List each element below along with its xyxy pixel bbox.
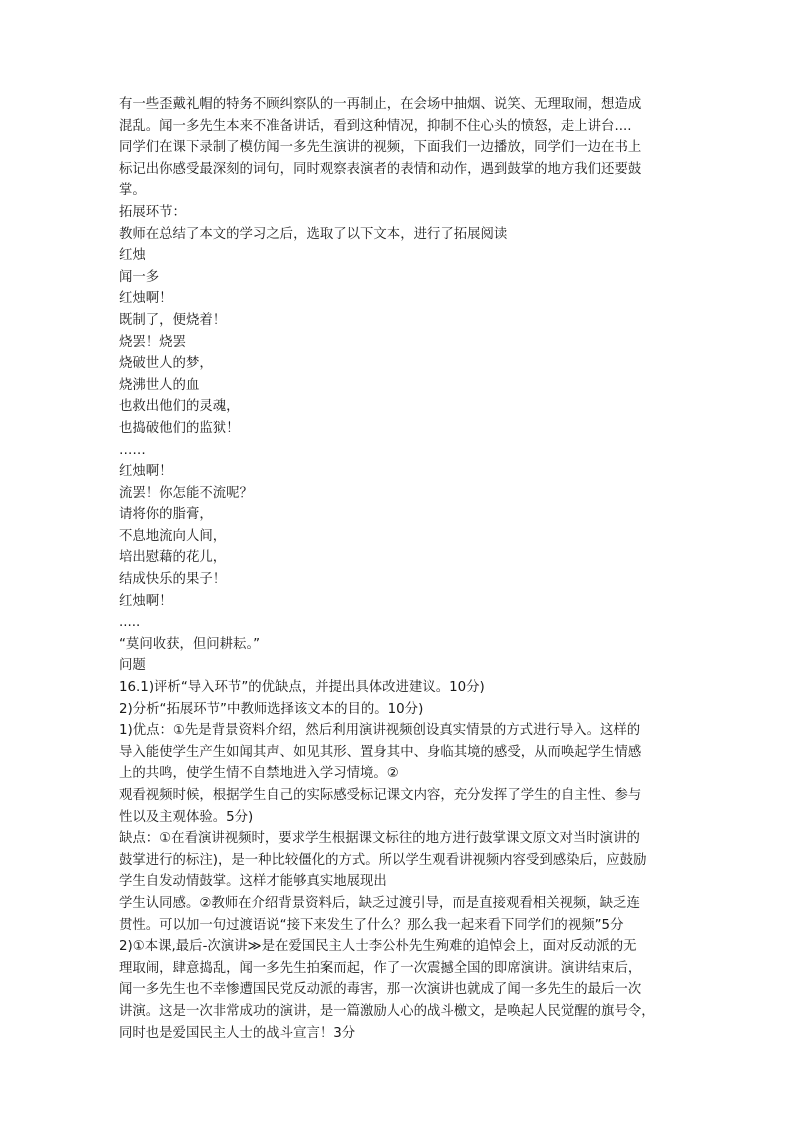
poem-line: 不息地流向人间， bbox=[119, 528, 227, 544]
answer-line: 学生认同感。②教师在介绍背景资料后，缺乏过渡引导，而是直接观看相关视频，缺乏连 bbox=[119, 895, 640, 911]
answer-line: 学生自发动情鼓掌。这样才能够真实地展现出 bbox=[119, 874, 387, 890]
answer-line: 性以及主观体验。5分) bbox=[119, 809, 254, 825]
section-heading: 拓展环节： bbox=[119, 204, 186, 220]
text-line: 掌。 bbox=[119, 183, 146, 199]
answer-line: 观看视频时候，根据学生自己的实际感受标记课文内容，充分发挥了学生的自主性、参与 bbox=[119, 788, 642, 803]
question-line: 2)分析“拓展环节”中教师选择该文本的目的。10分) bbox=[119, 701, 424, 717]
answer-line: 讲演。这是一次非常成功的演讲，是一篇激励人心的战斗檄文，是唤起人民觉醒的旗号令， bbox=[119, 1003, 655, 1019]
answer-line: 贯性。可以加一句过渡语说“接下来发生了什么？那么我一起来看下同学们的视频”5分 bbox=[119, 917, 624, 933]
poem-ellipsis: …… bbox=[119, 442, 146, 458]
poem-line: 烧沸世人的血 bbox=[119, 377, 200, 393]
answer-line: 鼓掌进行的标注)，是一种比较僵化的方式。所以学生观看讲视频内容受到感染后，应鼓励 bbox=[119, 852, 647, 868]
answer-line: 2)①本课,最后-次演讲≫是在爱国民主人士李公朴先生殉难的追悼会上，面对反动派的无 bbox=[119, 939, 637, 955]
poem-line: 流罢！你怎能不流呢？ bbox=[119, 485, 253, 501]
poem-line: 红烛啊！ bbox=[119, 464, 173, 480]
answer-line: 缺点：①在看演讲视频时，要求学生根据课文标往的地方进行鼓掌课文原文对当时演讲的 bbox=[119, 831, 640, 847]
poem-line: 请将你的脂膏， bbox=[119, 507, 213, 523]
poem-author: 闻一多 bbox=[119, 269, 160, 285]
section-heading: 问题 bbox=[119, 658, 146, 674]
poem-line: 红烛啊！ bbox=[119, 593, 173, 609]
quote-line: “莫问收获，但问耕耘。” bbox=[119, 636, 261, 652]
poem-line: 红烛啊！ bbox=[119, 291, 173, 307]
document-body bbox=[119, 94, 679, 1044]
poem-line: 既制了，便烧着！ bbox=[119, 312, 227, 328]
text-line: 标记出你感受最深刻的词句，同时观察表演者的表情和动作，遇到鼓掌的地方我们还要鼓 bbox=[119, 161, 642, 177]
answer-line: 上的共鸣，使学生情不自禁地进入学习情境。② bbox=[119, 766, 399, 782]
text-line: 混乱。闻一多先生本来不准备讲话，看到这种情况，抑制不住心头的愤怒，走上讲台.... bbox=[119, 118, 632, 134]
text-line: 教师在总结了本文的学习之后，选取了以下文本，进行了拓展阅读 bbox=[119, 226, 508, 242]
poem-ellipsis: ..... bbox=[119, 615, 141, 631]
answer-line: 同时也是爱国民主人士的战斗宣言！3分 bbox=[119, 1025, 356, 1041]
poem-title: 红烛 bbox=[119, 248, 146, 264]
poem-line: 也救出他们的灵魂， bbox=[119, 399, 240, 415]
answer-line: 闻一多先生也不幸惨遭国民党反动派的毒害，那一次演讲也就成了闻一多先生的最后一次 bbox=[119, 982, 642, 998]
answer-line: 1)优点：①先是背景资料介绍，然后利用演讲视频创设真实情景的方式进行导入。这样的 bbox=[119, 723, 641, 739]
poem-line: 烧罢！烧罢 bbox=[119, 334, 186, 350]
poem-line: 烧破世人的梦， bbox=[119, 356, 213, 372]
poem-line: 培出慰藉的花儿， bbox=[119, 550, 227, 566]
poem-line: 也捣破他们的监狱！ bbox=[119, 420, 240, 436]
question-line: 16.1)评析“导入环节”的优缺点，并提出具体改进建议。10分) bbox=[119, 680, 485, 696]
answer-line: 理取闹，肆意捣乱，闻一多先生拍案而起，作了一次震撼全国的即席演讲。演讲结束后， bbox=[119, 960, 642, 976]
poem-line: 结成快乐的果子！ bbox=[119, 572, 227, 588]
text-line: 有一些歪戴礼帽的特务不顾纠察队的一再制止，在会场中抽烟、说笑、无理取闹，想造成 bbox=[119, 97, 642, 112]
text-line: 同学们在课下录制了模仿闻一多先生演讲的视频，下面我们一边播放，同学们一边在书上 bbox=[119, 140, 642, 156]
answer-line: 导入能使学生产生如闻其声、如见其形、置身其中、身临其境的感受，从而唤起学生情感 bbox=[119, 744, 642, 760]
